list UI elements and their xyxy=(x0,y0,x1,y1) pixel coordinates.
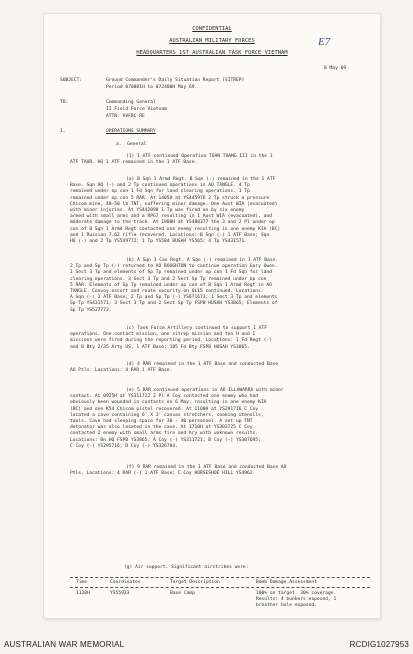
paragraph-2-line: remained under op con 5 RAR. At 1405H at YS445976 2 Tp struck a pressure xyxy=(70,195,270,201)
paragraph-4-line: and B Bty 2/35 Arty US, 1 ATF Base; 105 Fd Bty FSPB HUSAH YS3865. xyxy=(70,344,250,350)
paragraph-6-line: (e) 5 RAR continued operations in AO ILLAWARRA with minor xyxy=(126,388,284,393)
to-line-3: ATTN: AVFBC-RE xyxy=(106,114,145,119)
paragraph-1-line: ATF TAOR. HQ 1 ATF remained in the 1 ATF Base. xyxy=(70,160,198,166)
paragraph-2-line: remained under op con 1 Fd Sqn for land clearing operations. 1 Tp xyxy=(70,189,250,195)
paragraph-3-line: 1 Sect 3 Tp and elements of Sp Tp remained under op con 1 Fd Sqn for land xyxy=(70,270,272,276)
paragraph-3-line: Sp Tp YS527773. xyxy=(70,307,112,313)
paragraph-3-line: A Sqn (-) 1 ATF Base; 2 Tp and Sp Tp (-) YS671673; 1 Sect 3 Tp and elements xyxy=(70,295,278,301)
table-cell-bda-3: breather hole exposed. xyxy=(256,603,317,608)
paragraph-5-line: (d) 4 RAR remained in the 1 ATF Base and conducted Base xyxy=(126,362,279,367)
paragraph-2-line: moderate damage to the track. At 1900H at YS488377 the 3 and 2 Pl under op xyxy=(70,220,275,226)
table-cell-coordinates: YS55923 xyxy=(110,591,130,596)
paragraph-4-line: operations. One contact mission, one sitrep mission and ten H and I xyxy=(70,332,256,338)
paragraph-5-line: AO Ptls. Locations: 4 RAR 1 ATF Base. xyxy=(70,368,173,374)
paragraph-3-line: Sp Tp YS431571; 3 Sect 3 Tp and 2 Sect Sp Tp FSPB HUSAH YS3865; Elements of xyxy=(70,301,278,307)
section-title: OPERATIONS SUMMARY xyxy=(106,129,156,134)
table-cell-time: 1120H xyxy=(76,591,90,596)
table-header-coordinates: Coordinates xyxy=(110,580,141,585)
paragraph-6-line: detonator was also located in the cave. At 1710H at YS303725 C Coy xyxy=(70,425,253,431)
org-header: AUSTRALIAN MILITARY FORCES xyxy=(169,38,255,44)
paragraph-6-line: contacted 2 enemy with small arms fire and hry with unknown results. xyxy=(70,431,259,437)
paragraph-3-line: 2 Tp and Sp Tp (-) returned to AO ROUGHTON to continue operation Gary Owen. xyxy=(70,264,278,270)
table-cell-bda-2: Results: 4 bunkers exposed, 1 xyxy=(256,597,337,602)
table-header-target: Target Description xyxy=(170,580,220,585)
footer-record-id: RCDIG1027953 xyxy=(349,640,409,649)
footer-archive-name: AUSTRALIAN WAR MEMORIAL xyxy=(4,640,125,649)
paragraph-6-line: C Coy (-) YS295716; D Coy (-) YS326704. xyxy=(70,443,178,449)
to-label: TO: xyxy=(60,100,69,105)
subsection-general: a. General xyxy=(116,142,147,147)
paragraph-2-line: Chicom mine, 40-50 lb TNT, suffering minor damage. One Aust WIA (evacuated) xyxy=(70,201,278,207)
table-rule-top xyxy=(70,577,370,578)
paragraph-7-line: (f) 9 RAR remained in the 1 ATF Base and conducted Base AO xyxy=(126,465,287,470)
paragraph-2-line: Base. Sqn HQ (-) and 2 Tp continued operations in AO TANGLE. 4 Tp xyxy=(70,183,250,189)
table-header-time: Time xyxy=(76,580,88,585)
paragraph-3-line: clearing operations. 3 Sect 3 Tp and 2 Sect Sp Tp remained under op con xyxy=(70,276,267,282)
table-header-bda: Bomb Damage Assessment xyxy=(256,580,317,585)
paragraph-3-line: (b) A Sqn 3 Cav Regt. A Sqn (-) remained in 1 ATF Base. xyxy=(126,258,279,263)
to-line-2: II Field Force Vietnam xyxy=(106,107,167,112)
table-rule-mid xyxy=(70,587,370,588)
paragraph-7-line: Ptls. Locations: 4 RAR (-) 1 ATF Base; C Coy HORSESHOE HILL YS4962. xyxy=(70,471,256,477)
paragraph-2-line: and 1 Russian 7.62 rifle recovered. Locations: B Sqn (-) 1 ATF Base; Sqn xyxy=(70,232,270,238)
paragraph-2-line: with minor injuries. At YS442098 1 Tp was fired on by six enemy xyxy=(70,208,245,213)
paragraph-4-line: missions were fired during the reporting period. Locations: 1 Fd Regt (-) xyxy=(70,338,272,344)
para-g-air-support: (g) Air support. Significant airstrikes were: xyxy=(124,565,249,570)
subject-line-2: Period 070001H to 072400H May 69. xyxy=(106,85,198,90)
paragraph-6-line: (BC) and one K54 Chicom pistol recovered. At 1100H at YS291716 C Coy xyxy=(70,406,259,412)
paragraph-6-line: tools. Cave had sleeping space for 30 - 40 personnel. A set up TNT xyxy=(70,419,253,424)
paragraph-2-line: con of B Sqn 1 Armd Regt contacted one enemy resulting in one enemy KIA (BC) xyxy=(70,226,281,232)
paragraph-1-line: (1) 1 ATF continued Operation TOAN THANG III in the 1 xyxy=(126,154,273,159)
paragraph-6-line: obviously been wounded in contacts on 6 May, resulting in one enemy KIA xyxy=(70,400,267,406)
paragraph-6-line: Locations: Bn HQ FSPB YS3865; A Coy (-) YS311721; B Coy (-) YS307695; xyxy=(70,437,261,443)
document-date: 8 May 69 xyxy=(324,66,347,71)
paragraph-6-line: contact. At 0925H at YS311722 2 Pl A Coy contacted one enemy who had xyxy=(70,394,259,400)
paragraph-4-line: (c) Task Force Artillery continued to support 1 ATF xyxy=(126,326,268,331)
classification-header: CONFIDENTIAL xyxy=(192,26,232,32)
section-number: 1. xyxy=(60,129,66,134)
paragraph-6-line: located a cave containing 6' X 3' canvas stretchers, cooking utensils, xyxy=(70,412,264,418)
document-sheet xyxy=(44,14,380,618)
subject-label: SUBJECT: xyxy=(60,78,83,83)
subject-line-1: Ground Commander's Daily Situation Report (SITREP) xyxy=(106,78,245,83)
paragraph-3-line: 5 RAR. Elements of Sp Tp remained under op con of B Sqn 1 Armd Regt in AO xyxy=(70,282,272,288)
to-line-1: Commanding General xyxy=(106,100,156,105)
table-cell-target: Base Camp xyxy=(170,591,195,596)
paragraph-2-line: armed with small arms and a RPG7 resulting in 1 Aust WIA (evacuated), and xyxy=(70,214,272,220)
hq-header: HEADQUARTERS 1ST AUSTRALIAN TASK FORCE VIETNAM xyxy=(136,50,288,56)
paragraph-3-line: TANGLE. Convoy escort and route security on QL15 continued. Locations: xyxy=(70,289,264,294)
reference-mark: E7 xyxy=(318,36,331,48)
paragraph-2-line: (a) B Sqn 1 Armd Regt. B Sqn (-) remained in the 1 ATF xyxy=(126,177,276,182)
table-cell-bda-1: 100% on target, 30% coverage. xyxy=(256,591,337,596)
paragraph-2-line: HQ (-) and 2 Tp YS549772; 1 Tp YS584 BUSAH YS565; 4 Tp YS431571. xyxy=(70,239,248,244)
